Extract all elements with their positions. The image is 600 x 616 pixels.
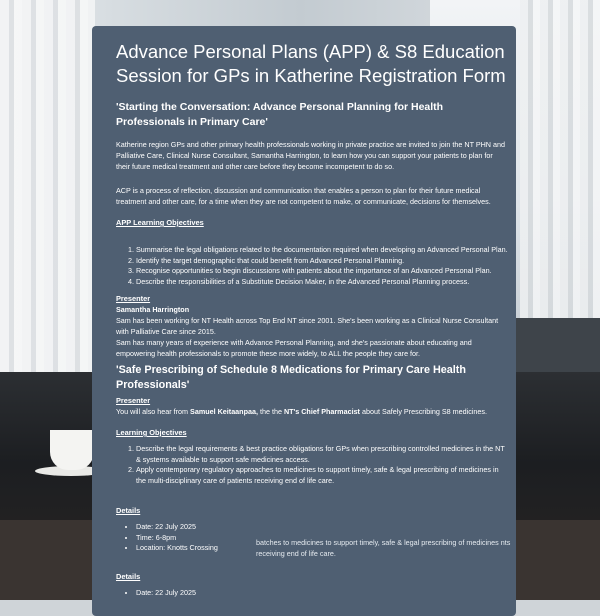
details2-heading: Details <box>116 571 141 581</box>
app-objectives-heading: APP Learning Objectives <box>116 218 204 227</box>
list-item: 2. Apply contemporary regulatory approaches to medicines to support timely, safe & legal prescribing of medicines in the multi-disciplinary care of patients receiving end of life care. <box>136 465 508 486</box>
presenter2-name: Samuel Keitaanpaa, <box>190 407 258 416</box>
list-item: 3. Recognise opportunities to begin discussions with patients about the importance of an Advanced Personal Plan. <box>136 266 508 277</box>
registration-form-panel[interactable] <box>92 26 516 616</box>
presenter2-line <box>116 406 508 417</box>
intro-paragraph: Katherine region GPs and other primary health professionals working in private practice are invited to join the NT PHN and Palliative Care, Clinical Nurse Consultant, Samantha Harrington, to learn how you can support your patients to plan for their future medical treatment and other care before they become incompetent to do so. <box>116 140 505 171</box>
list-item: • Date: 22 July 2025 <box>136 588 508 599</box>
section1-heading: 'Starting the Conversation: Advance Personal Planning for Health Professionals in Primary Care' <box>116 101 444 128</box>
acp-paragraph: ACP is a process of reflection, discussion and communication that enables a person to plan for their future medical treatment and other care, for a time when they are not competent to make, or communicate, decisions for themselves. <box>116 186 491 206</box>
presenter-bio-2: Sam has many years of experience with Advance Personal Planning, and she's passionate about educating and empowering health professionals to promote these more widely, to ALL the people they care for. <box>116 338 472 358</box>
section2-heading: 'Safe Prescribing of Schedule 8 Medications for Primary Care Health Professionals' <box>116 364 466 391</box>
background-laptop <box>516 318 600 378</box>
presenter-bio-1: Sam has been working for NT Health across Top End NT since 2001. She's been working as a Clinical Nurse Consultant with Palliative Care since 2015. <box>116 316 499 336</box>
presenter2-post: about Safely Prescribing S8 medicines. <box>359 407 488 416</box>
learning-objectives-heading: Learning Objectives <box>116 428 187 437</box>
presenter2-pre: You will also hear from <box>116 407 191 416</box>
background-cup <box>50 430 94 470</box>
list-item: • Time: 6-8pm <box>136 533 508 544</box>
overlapping-ghost-text: batches to medicines to support timely, safe & legal prescribing of medicines nts receiving end of life care. <box>256 538 511 558</box>
list-item: • Date: 22 July 2025 <box>136 522 508 533</box>
background-curtain-right <box>520 0 600 330</box>
presenter2-heading: Presenter <box>116 396 151 405</box>
presenter2-role: NT's Chief Pharmacist <box>283 407 360 416</box>
list-item: 4. Describe the responsibilities of a Substitute Decision Maker, in the Advanced Personal Planning process. <box>136 277 508 288</box>
list-item: 1. Summarise the legal obligations related to the documentation required when developing an Advanced Personal Plan. <box>136 245 508 256</box>
list-item: 2. Identify the target demographic that could benefit from Advanced Personal Planning. <box>136 256 508 267</box>
list-item: 1. Describe the legal requirements & best practice obligations for GPs when prescribing controlled medicines in the NT & systems available to support safe medicines access. <box>136 444 508 465</box>
learning-objectives-list <box>116 444 508 486</box>
presenter2-mid: the the <box>257 407 284 416</box>
presenter-name: Samantha Harrington <box>116 305 190 314</box>
details-heading: Details <box>116 506 141 515</box>
details2-list <box>116 588 508 599</box>
list-item: • Location: Knotts Crossing <box>136 543 508 554</box>
app-objectives-list <box>116 245 508 287</box>
form-title: Advance Personal Plans (APP) & S8 Education Session for GPs in Katherine Registration Form <box>116 41 506 86</box>
presenter-heading: Presenter <box>116 294 151 303</box>
